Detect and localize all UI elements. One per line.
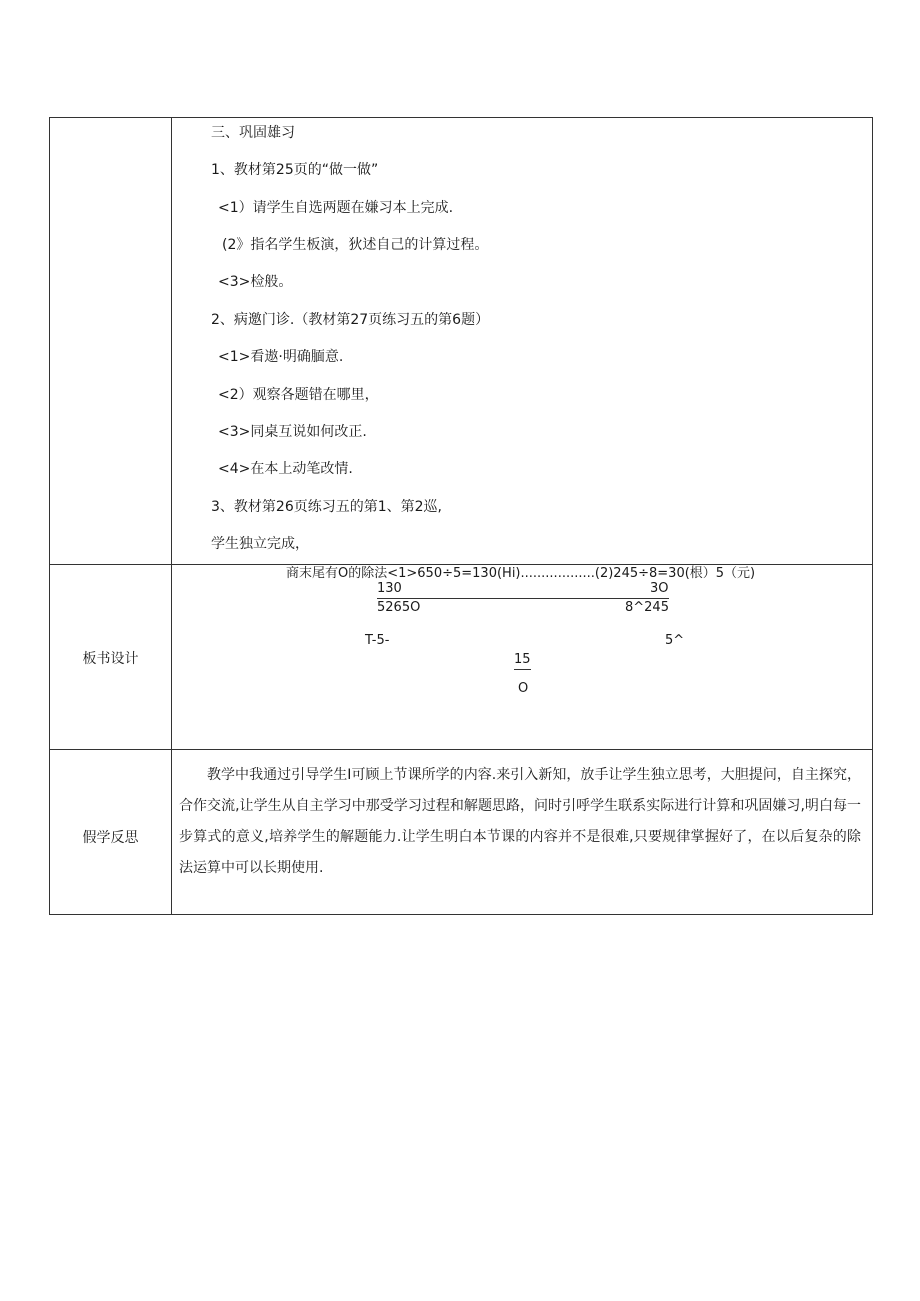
column-divider	[171, 118, 172, 914]
board-q1-mid: 15	[514, 652, 531, 667]
practice-sub-2-1: <1>看遨·明确腼意.	[218, 349, 344, 365]
practice-item-1: 1、教材第25页的“做一做”	[211, 162, 379, 178]
board-q2-divisor-dividend: 8^245	[625, 600, 669, 615]
board-q1-step: T-5-	[365, 633, 390, 648]
board-q2-quotient: 3O	[650, 581, 669, 596]
board-mid-bar	[514, 669, 531, 670]
board-q2-step: 5^	[665, 633, 685, 648]
practice-item-3-note: 学生独立完成，	[211, 536, 309, 552]
board-q1-end: O	[518, 681, 529, 696]
reflection-label: 假学反思	[82, 830, 139, 846]
practice-item-2: 2、病邀门诊.（教材第27页练习五的第6题）	[211, 312, 490, 328]
reflection-text: 教学中我通过引导学生I可顾上节课所学的内容.来引入新知，放手让学生独立思考，大胆提问，自主探究，合作交流,让学生从自主学习中那受学习过程和解题思路，问时引呼学生联系实际进行计算和巩固嫌习,明白每一步算式的意义,培养学生的解题能力.让学生明白本节课的内容并不是很难,只要规律掌握好了，在以后复杂的除法运算中可以长期使用.	[179, 767, 861, 876]
practice-sub-1-2: (2》指名学生板演，狄述自己的计算过程。	[222, 237, 489, 253]
lesson-plan-table	[49, 117, 873, 915]
practice-sub-1-3: <3>检般。	[218, 274, 293, 290]
practice-item-3: 3、教材第26页练习五的第1、第2巡,	[211, 499, 442, 515]
practice-heading: 三、巩固雄习	[211, 125, 295, 141]
board-division-bar	[377, 598, 669, 599]
row-divider-reflection	[50, 749, 872, 750]
practice-sub-2-3: <3>同桌互说如何改正.	[218, 424, 367, 440]
practice-sub-1-1: <1）请学生自选两题在嫌习本上完成.	[218, 200, 454, 216]
board-q1-divisor-dividend: 5265O	[377, 600, 421, 615]
practice-sub-2-4: <4>在本上动笔改情.	[218, 461, 353, 477]
board-design-label: 板书设计	[82, 651, 139, 667]
board-q1-quotient: 130	[377, 581, 402, 596]
practice-sub-2-2: <2）观察各题错在哪里，	[218, 387, 379, 403]
board-title: 商末尾有O的除法<1>650÷5=130(Hi)..................(2)245÷8=30(根）5（元)	[286, 566, 756, 581]
